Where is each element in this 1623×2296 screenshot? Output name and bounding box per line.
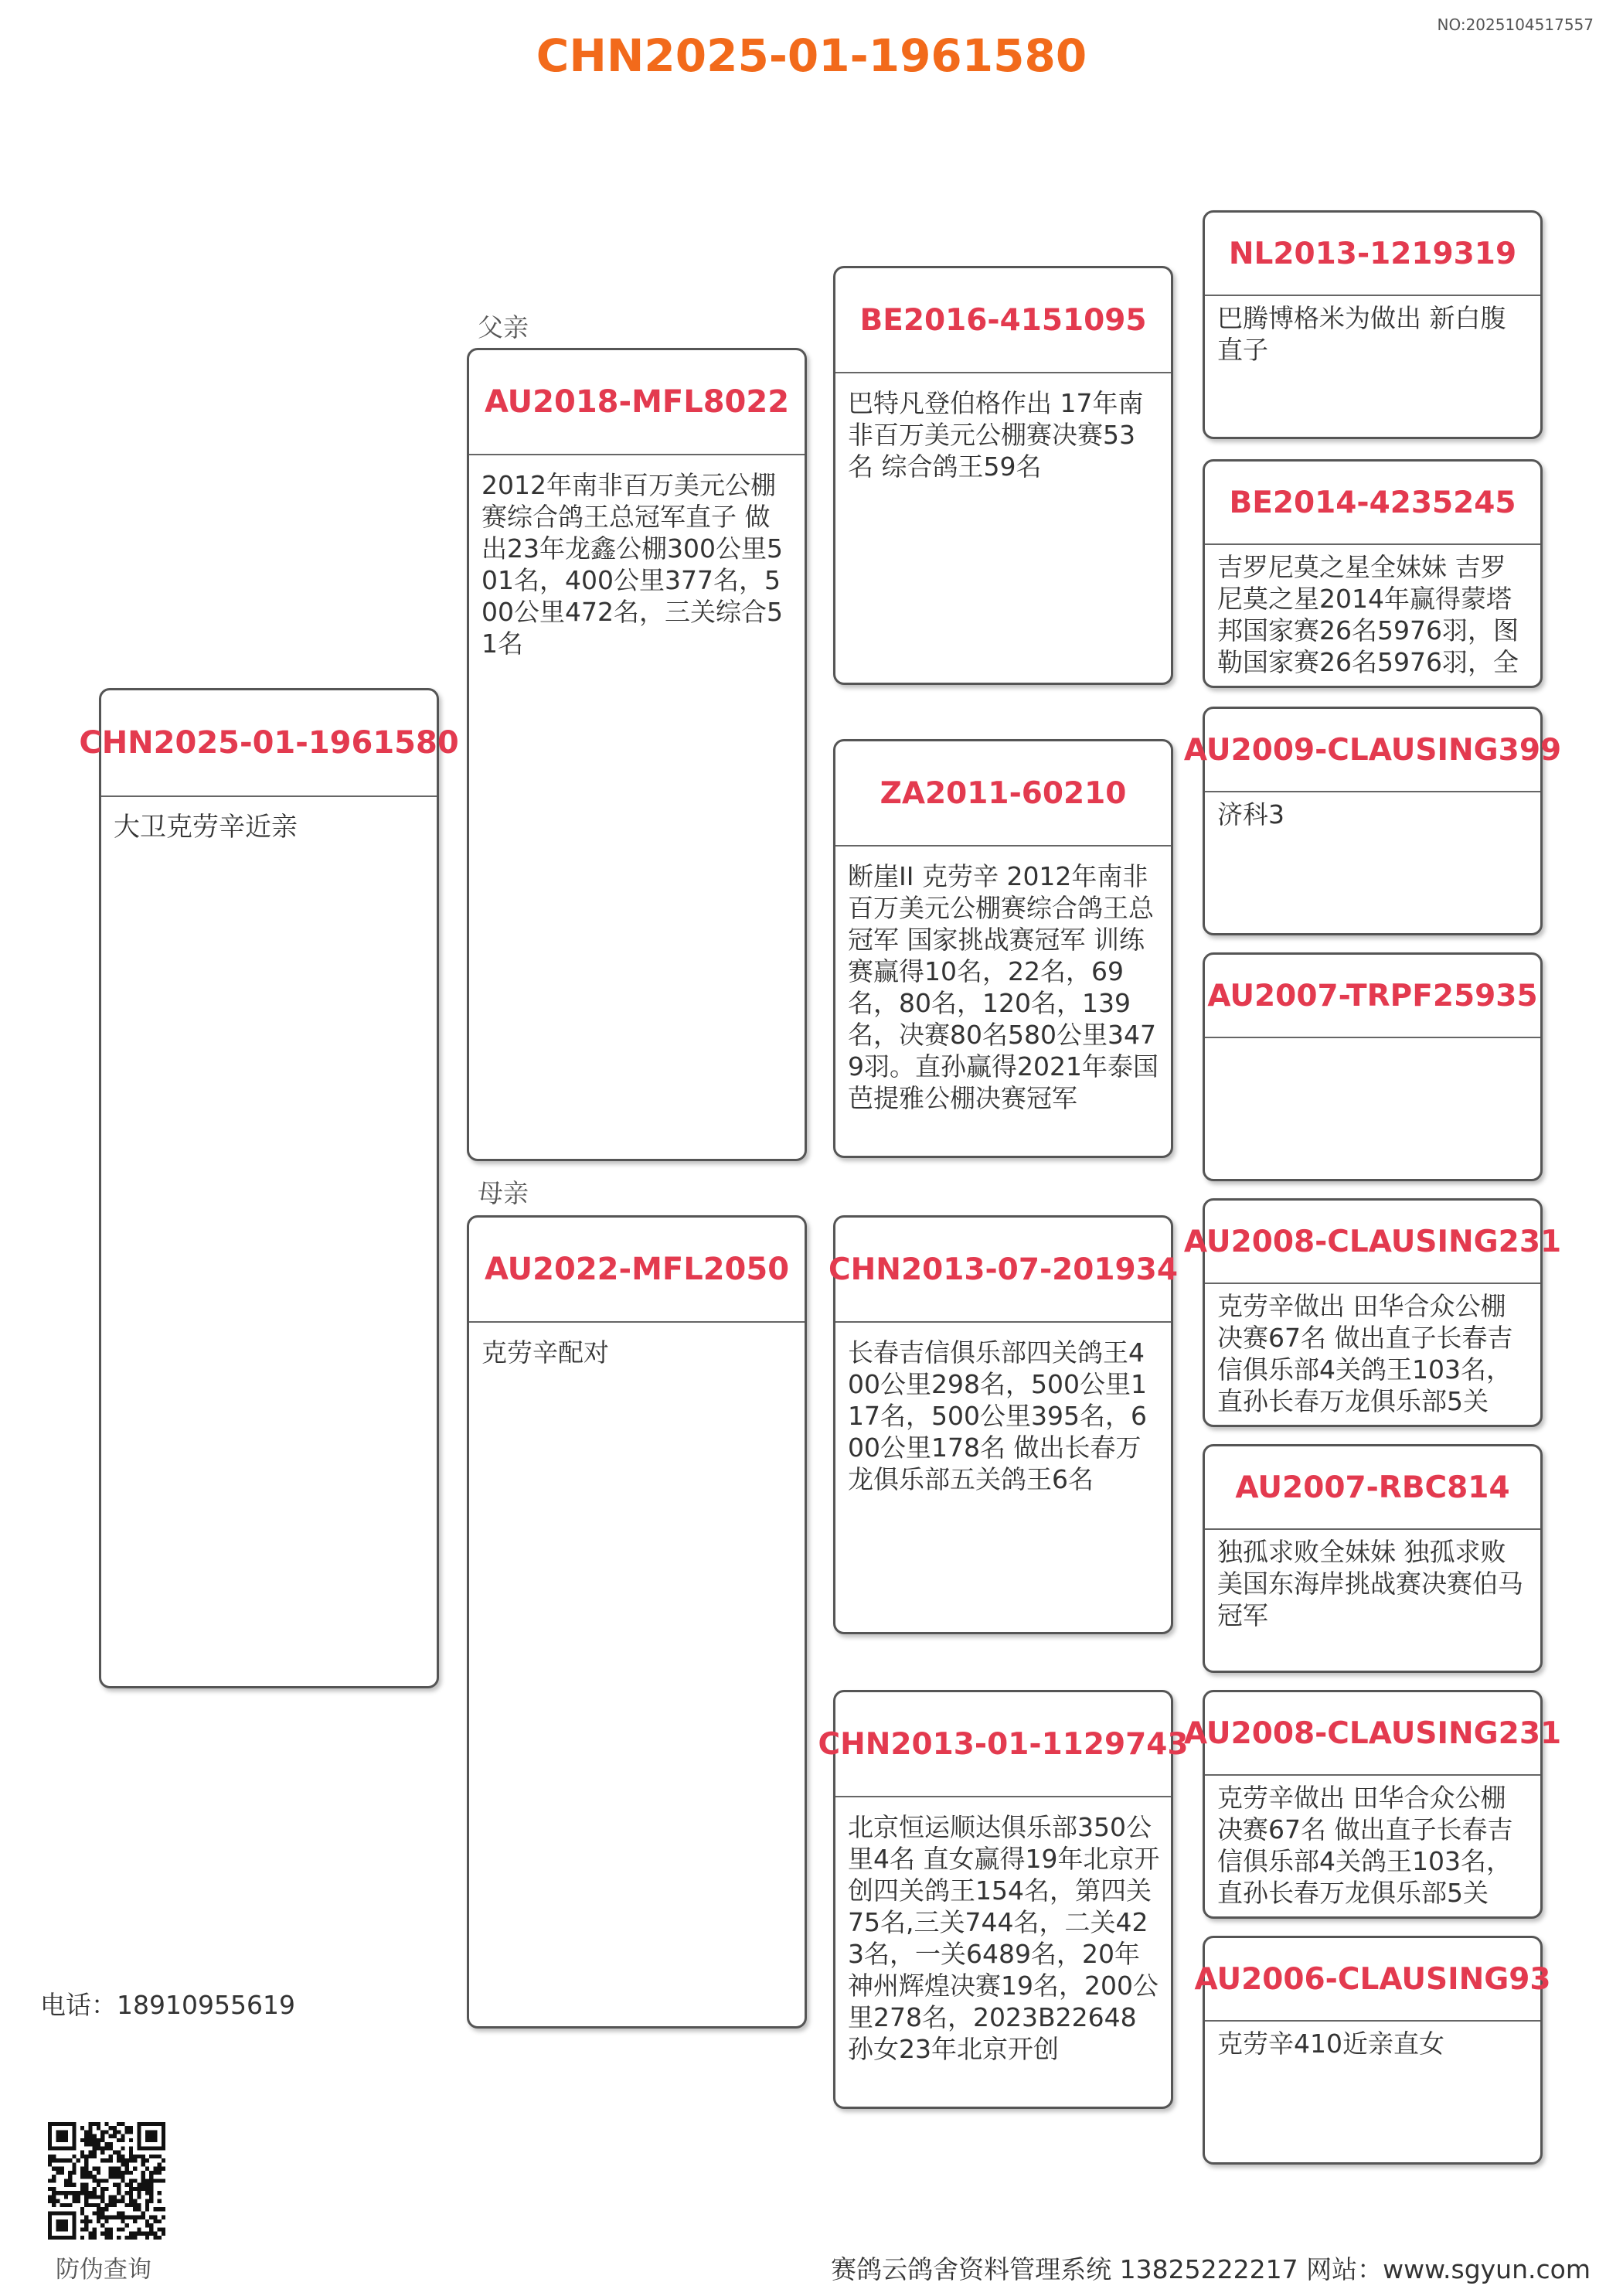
great-grandparent-ring-number: AU2006-CLAUSING93 — [1205, 1938, 1540, 2022]
subject-ring-number: CHN2025-01-1961580 — [101, 690, 437, 797]
great-grandparent-card[interactable] — [1183, 1198, 1562, 1427]
grandparent-ring-number: BE2016-4151095 — [835, 268, 1171, 373]
grandparent-card[interactable] — [829, 1215, 1178, 1634]
footer-system-info: 赛鸽云鸽舍资料管理系统 13825222217 网站：www.sgyun.com — [831, 2254, 1591, 2284]
great-grandparent-note: 克劳辛410近亲直女 — [1217, 2029, 1444, 2059]
dam-card[interactable] — [467, 1215, 807, 2029]
great-grandparent-card[interactable] — [1183, 1690, 1562, 1919]
sire-ring-number: AU2018-MFL8022 — [469, 350, 805, 455]
great-grandparent-card[interactable] — [1203, 210, 1543, 439]
great-grandparent-note: 克劳辛做出 田华合众公棚决赛67名 做出直子长春吉信俱乐部4关鸽王103名，直孙长春万龙俱乐部5关 — [1217, 1783, 1513, 1908]
page-title: CHN2025-01-1961580 — [536, 29, 1087, 82]
great-grandparent-ring-number: NL2013-1219319 — [1205, 213, 1540, 296]
subject-card[interactable] — [79, 688, 459, 1688]
great-grandparent-card[interactable] — [1203, 952, 1543, 1181]
qr-code-icon[interactable] — [48, 2122, 165, 2240]
father-label: 父亲 — [478, 312, 529, 342]
grandparent-note: 断崖II 克劳辛 2012年南非百万美元公棚赛综合鸽王总冠军 国家挑战赛冠军 训练赛赢得10名，22名，69名，80名，120名，139名，决赛80名580公里3479羽。直孙赢得2021年泰国芭提雅公棚决赛冠军 — [848, 861, 1159, 1113]
dam-note: 克劳辛配对 — [481, 1337, 609, 1368]
great-grandparent-ring-number: AU2008-CLAUSING231 — [1205, 1692, 1540, 1776]
grandparent-ring-number: CHN2013-01-1129743 — [835, 1692, 1171, 1797]
grandparent-card[interactable] — [833, 739, 1173, 1158]
great-grandparent-note: 吉罗尼莫之星全妹妹 吉罗尼莫之星2014年赢得蒙塔邦国家赛26名5976羽，图勒国家赛26名5976羽，全 — [1217, 552, 1519, 677]
great-grandparent-ring-number: AU2007-TRPF25935 — [1205, 955, 1540, 1038]
grandparent-ring-number: CHN2013-07-201934 — [835, 1218, 1171, 1323]
great-grandparent-note: 巴腾博格米为做出 新白腹直子 — [1217, 303, 1506, 365]
grandparent-ring-number: ZA2011-60210 — [835, 741, 1171, 847]
grandparent-card[interactable] — [833, 266, 1173, 685]
grandparent-note: 长春吉信俱乐部四关鸽王400公里298名，500公里117名，500公里395名，600公里178名 做出长春万龙俱乐部五关鸽王6名 — [848, 1337, 1147, 1494]
anti-fake-caption: 防伪查询 — [56, 2256, 151, 2284]
great-grandparent-ring-number: AU2009-CLAUSING399 — [1205, 709, 1540, 792]
grandparent-card[interactable] — [818, 1690, 1189, 2109]
great-grandparent-note: 济科3 — [1217, 799, 1284, 829]
mother-label: 母亲 — [478, 1178, 529, 1208]
great-grandparent-ring-number: AU2008-CLAUSING231 — [1205, 1201, 1540, 1284]
dam-ring-number: AU2022-MFL2050 — [469, 1218, 805, 1323]
document-number: NO:20251045175​57 — [1437, 15, 1594, 34]
great-grandparent-card[interactable] — [1194, 1936, 1551, 2165]
phone-number: 电话：18910955619 — [40, 1990, 295, 2020]
great-grandparent-note — [1205, 1038, 1540, 1044]
great-grandparent-card[interactable] — [1203, 1444, 1543, 1673]
great-grandparent-ring-number: BE2014-4235245 — [1205, 462, 1540, 545]
grandparent-note: 北京恒运顺达俱乐部350公里4名 直女赢得19年北京开创四关鸽王154名，第四关75名,三关744名，二关423名，一关6489名，20年神州辉煌决赛19名，200公里278名，2023B22648 孙女23年北京开创 — [848, 1812, 1160, 2064]
subject-note: 大卫克劳辛近亲 — [114, 812, 298, 843]
sire-note: 2012年南非百万美元公棚赛综合鸽王总冠军直子 做出23年龙鑫公棚300公里501名，400公里377名，500公里472名，三关综合51名 — [481, 470, 783, 659]
great-grandparent-note: 克劳辛做出 田华合众公棚决赛67名 做出直子长春吉信俱乐部4关鸽王103名，直孙长春万龙俱乐部5关 — [1217, 1291, 1513, 1416]
great-grandparent-ring-number: AU2007-RBC814 — [1205, 1446, 1540, 1530]
grandparent-note: 巴特凡登伯格作出 17年南非百万美元公棚赛决赛53名 综合鸽王59名 — [848, 388, 1144, 482]
sire-card[interactable] — [467, 348, 807, 1161]
great-grandparent-note: 独孤求败全妹妹 独孤求败美国东海岸挑战赛决赛伯马冠军 — [1217, 1537, 1523, 1630]
great-grandparent-card[interactable] — [1203, 459, 1543, 688]
great-grandparent-card[interactable] — [1183, 707, 1562, 935]
